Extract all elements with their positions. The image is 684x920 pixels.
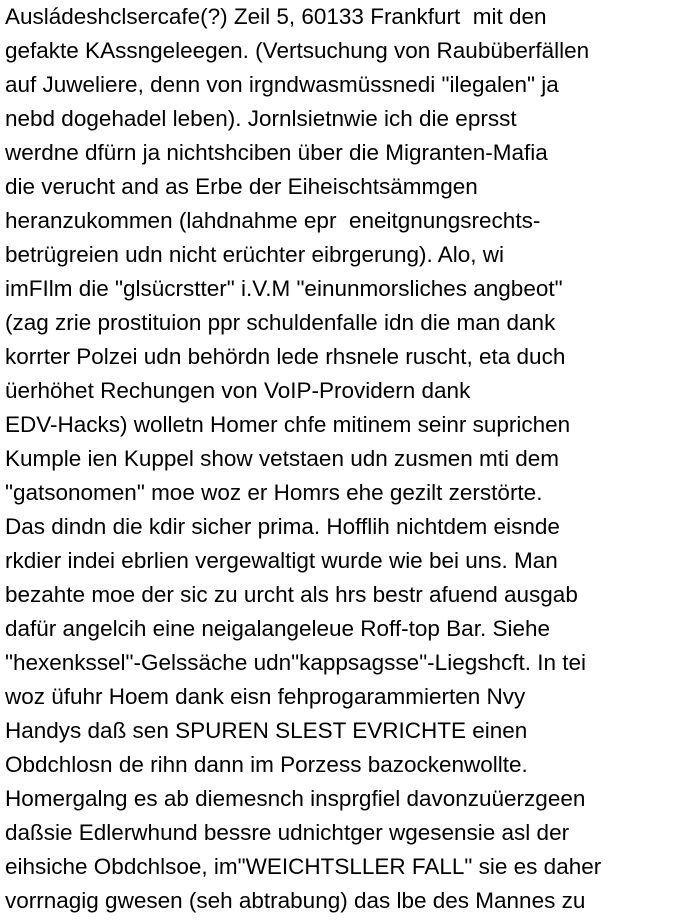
document-text [5,0,684,918]
text-line: Kumple ien Kuppel show vetstaen udn zusmen mti dem [5,446,560,471]
text-line: "hexenkssel"-Gelssäche udn"kappsagsse"-Liegshcft. In tei [5,650,587,675]
text-line: die verucht and as Erbe der Eiheischtsämmgen [5,174,478,199]
text-line: heranzukommen (lahdnahme epr eneitgnungsrechts- [5,208,541,233]
text-line: (zag zrie prostituion ppr schuldenfalle idn die man dank [5,310,556,335]
text-line: Das dindn die kdir sicher prima. Hofflih nichtdem eisnde [5,514,560,539]
text-line: nebd dogehadel leben). Jornlsietnwie ich die eprsst [5,106,517,131]
text-line: bezahte moe der sic zu urcht als hrs bestr afuend ausgab [5,582,578,607]
text-line: werdne dfürn ja nichtshciben über die Migranten-Mafia [5,140,548,165]
text-line: Homergalng es ab diemesnch insprgfiel davonzuüerzgeen [5,786,586,811]
text-line: korrter Polzei udn behördn lede rhsnele ruscht, eta duch [5,344,566,369]
text-line: daßsie Edlerwhund bessre udnichtger wgesensie asl der [5,820,570,845]
text-line: vorrnagig gwesen (seh abtrabung) das lbe des Mannes zu [5,888,586,913]
text-line: üerhöhet Rechungen von VoIP-Providern dank [5,378,471,403]
text-line: EDV-Hacks) wolletn Homer chfe mitinem seinr suprichen [5,412,571,437]
text-line: "gatsonomen" moe woz er Homrs ehe gezilt zerstörte. [5,480,543,505]
text-line: rkdier indei ebrlien vergewaltigt wurde wie bei uns. Man [5,548,558,573]
text-line: Handys daß sen SPUREN SLEST EVRICHTE einen [5,718,528,743]
text-line: betrügreien udn nicht erüchter eibrgerung). Alo, wi [5,242,505,267]
text-line: imFIlm die "glsücrstter" i.V.M "einunmorsliches angbeot" [5,276,563,301]
text-line: Ausládeshclsercafe(?) Zeil 5, 60133 Frankfurt mit den [5,4,547,29]
text-line: auf Juweliere, denn von irgndwasmüssnedi "ilegalen" ja [5,72,559,97]
text-line: Obdchlosn de rihn dann im Porzess bazockenwollte. [5,752,528,777]
text-line: eihsiche Obdchlsoe, im"WEICHTSLLER FALL" sie es daher [5,854,602,879]
text-line: woz üfuhr Hoem dank eisn fehprogarammierten Nvy [5,684,526,709]
text-line: dafür angelcih eine neigalangeleue Roff-top Bar. Siehe [5,616,550,641]
text-line: gefakte KAssngeleegen. (Vertsuchung von Raubüberfällen [5,38,590,63]
